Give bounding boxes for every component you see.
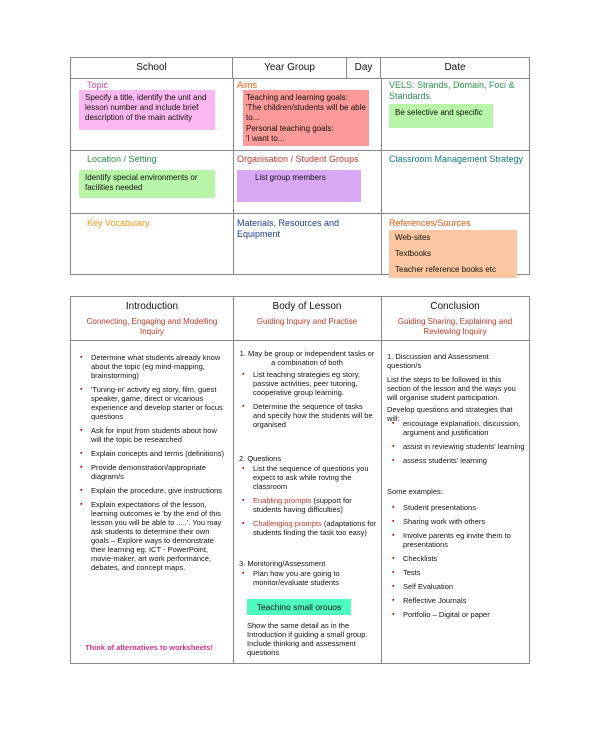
header-school: School bbox=[71, 58, 233, 78]
lesson-overview-table bbox=[70, 57, 530, 275]
col-divider bbox=[381, 78, 382, 274]
enabling-prompts-label: Enabling prompts bbox=[253, 496, 312, 505]
lesson-procedure-table bbox=[70, 296, 530, 664]
teaching-goals-text: 'The children/students will be able to... bbox=[246, 103, 366, 122]
conclusion-subtitle: Guiding Sharing, Explaining and Reviewing Inquiry bbox=[397, 317, 513, 336]
enabling-prompts-text: (support for students having difficulties) bbox=[253, 496, 352, 514]
classroom-label: Classroom Management Strategy bbox=[389, 154, 524, 164]
conclusion-title: Conclusion bbox=[430, 301, 480, 312]
challenging-prompts-label: Challenging prompts bbox=[253, 519, 322, 528]
personal-goals-title: Personal teaching goals: bbox=[246, 124, 334, 133]
conclusion-paragraph-2: Develop questions and strategies that will: bbox=[387, 405, 513, 423]
teaching-goals-title: Teaching and learning goals: bbox=[246, 93, 348, 102]
col-divider bbox=[233, 78, 234, 274]
row-divider bbox=[71, 150, 529, 151]
list-item: ▪ Ask for input from students about how will the topic be researched bbox=[91, 426, 227, 444]
body-section-1: 1. May be group or independent tasks or a combination of both bbox=[239, 349, 375, 367]
body-list-1 bbox=[239, 370, 375, 434]
reference-item: Textbooks bbox=[395, 249, 432, 258]
list-item: ▪ Explain concepts and terms (definitions) bbox=[91, 449, 227, 458]
conclusion-paragraph-3: Some examples: bbox=[387, 487, 443, 496]
body-section-3: 3. Monitoring/Assessment bbox=[239, 559, 326, 568]
list-item: ▪ Provide demonstration/appropriate diagram/s bbox=[91, 463, 227, 481]
aims-note bbox=[243, 90, 369, 146]
row-divider bbox=[71, 78, 529, 79]
location-note: Identify special environments or facilities needed bbox=[79, 170, 215, 198]
list-item: ▪ Reflective Journals bbox=[403, 596, 527, 605]
organisation-label: Organisation / Student Groups bbox=[237, 154, 359, 164]
topic-note: Specify a title, identify the unit and lesson number and include brief description of the main activity bbox=[79, 90, 215, 130]
body-title: Body of Lesson bbox=[272, 301, 342, 312]
teaching-groups-highlight: Teachino small orouos bbox=[247, 599, 351, 615]
list-item: ▪ List teaching strategies eg story, passive activities, peer tutoring, cooperative group learning. bbox=[253, 370, 375, 397]
intro-title: Introduction bbox=[125, 301, 179, 312]
enabling-prompts-item bbox=[253, 496, 377, 514]
col-divider bbox=[233, 297, 234, 663]
vels-label: VELS: Strands, Domain, Foci & Standards bbox=[389, 80, 515, 101]
reference-item: Teacher reference books etc bbox=[395, 265, 496, 274]
intro-list bbox=[77, 353, 227, 577]
list-item: ▪ List the sequence of questions you expect to ask while roving the classroom bbox=[253, 464, 377, 491]
body-list-3 bbox=[239, 569, 377, 592]
topic-label: Topic bbox=[87, 80, 109, 90]
organisation-note: List group members bbox=[237, 170, 361, 202]
list-item: ▪ assess students' learning bbox=[403, 456, 527, 465]
list-item: ▪ encourage explanation, discussion, argument and justification bbox=[403, 419, 527, 437]
reference-item: Web-sites bbox=[395, 233, 431, 242]
challenging-prompts-text: (adaptations for students finding the task too easy) bbox=[253, 519, 376, 537]
list-item: ▪ Involve parents eg invite them to presentations bbox=[403, 531, 527, 549]
references-label: References/Sources bbox=[389, 218, 471, 228]
list-item: ▪ assist in reviewing students' learning bbox=[403, 442, 527, 451]
list-item: ▪ Explain expectations of the lesson, learning outcomes ie 'by the end of this lesson you will be able to .....'. You may ask students to determine their own goals – Explore ways to demonstrate their learning eg. ICT - PowerPoint, movie-maker, art work performance, debates, and concept maps. bbox=[91, 500, 227, 572]
list-item: ▪ Plan how you are going to monitor/evaluate students bbox=[253, 569, 377, 587]
list-item: ▪ Tests bbox=[403, 568, 527, 577]
header-year-group: Year Group bbox=[233, 58, 347, 78]
aims-label: Aims bbox=[237, 80, 257, 90]
conclusion-list-2 bbox=[389, 503, 527, 624]
row-divider bbox=[71, 340, 529, 341]
challenging-prompts-item bbox=[253, 519, 377, 537]
header-day: Day bbox=[347, 58, 381, 78]
intro-subtitle: Connecting, Engaging and Modelling Inquiry bbox=[86, 317, 218, 336]
list-item: ▪ Checklists bbox=[403, 554, 527, 563]
body-section-2: 2. Questions bbox=[239, 454, 282, 463]
col-divider bbox=[381, 297, 382, 663]
list-item: ▪ Portfolio – Digital or paper bbox=[403, 610, 527, 619]
conclusion-paragraph-1: List the steps to be followed in this section of the lesson and the ways you will organise student participation. bbox=[387, 375, 516, 402]
list-item: ▪ Student presentations bbox=[403, 503, 527, 512]
list-item: ▪ Self Evaluation bbox=[403, 582, 527, 591]
list-item: ▪ Determine what students already know about the topic (eg mind-mapping, brainstorming) bbox=[91, 353, 227, 380]
personal-goals-text: 'I want to... bbox=[246, 134, 285, 143]
vocab-label: Key Vocabulary bbox=[87, 218, 150, 228]
body-subtitle: Guiding Inquiry and Practise bbox=[256, 317, 358, 326]
list-item: ▪ Sharing work with others bbox=[403, 517, 527, 526]
intro-footer: Think of alternatives to worksheets! bbox=[85, 643, 213, 652]
references-note bbox=[389, 230, 517, 278]
list-item: ▪ Explain the procedure, give instructions bbox=[91, 486, 227, 495]
body-list-2 bbox=[239, 464, 377, 542]
header-date: Date bbox=[444, 62, 466, 73]
location-label: Location / Setting bbox=[87, 154, 157, 164]
row-divider bbox=[71, 213, 529, 214]
conclusion-list-1 bbox=[389, 419, 527, 470]
vels-note: Be selective and specific bbox=[389, 104, 493, 128]
list-item: ▪ 'Tuning-in' activity eg story, film, guest speaker, game, direct or vicarious experience and develop starter or focus questions bbox=[91, 385, 227, 421]
list-item: ▪ Determine the sequence of tasks and specify how the students will be organised bbox=[253, 402, 375, 429]
body-after-text: Show the same detail as in the Introduction if guiding a small group. Include thinking and assessment questions bbox=[247, 621, 368, 657]
materials-label: Materials, Resources and Equipment bbox=[237, 218, 340, 239]
conclusion-section-1: 1. Discussion and Assessment question/s bbox=[387, 352, 489, 370]
